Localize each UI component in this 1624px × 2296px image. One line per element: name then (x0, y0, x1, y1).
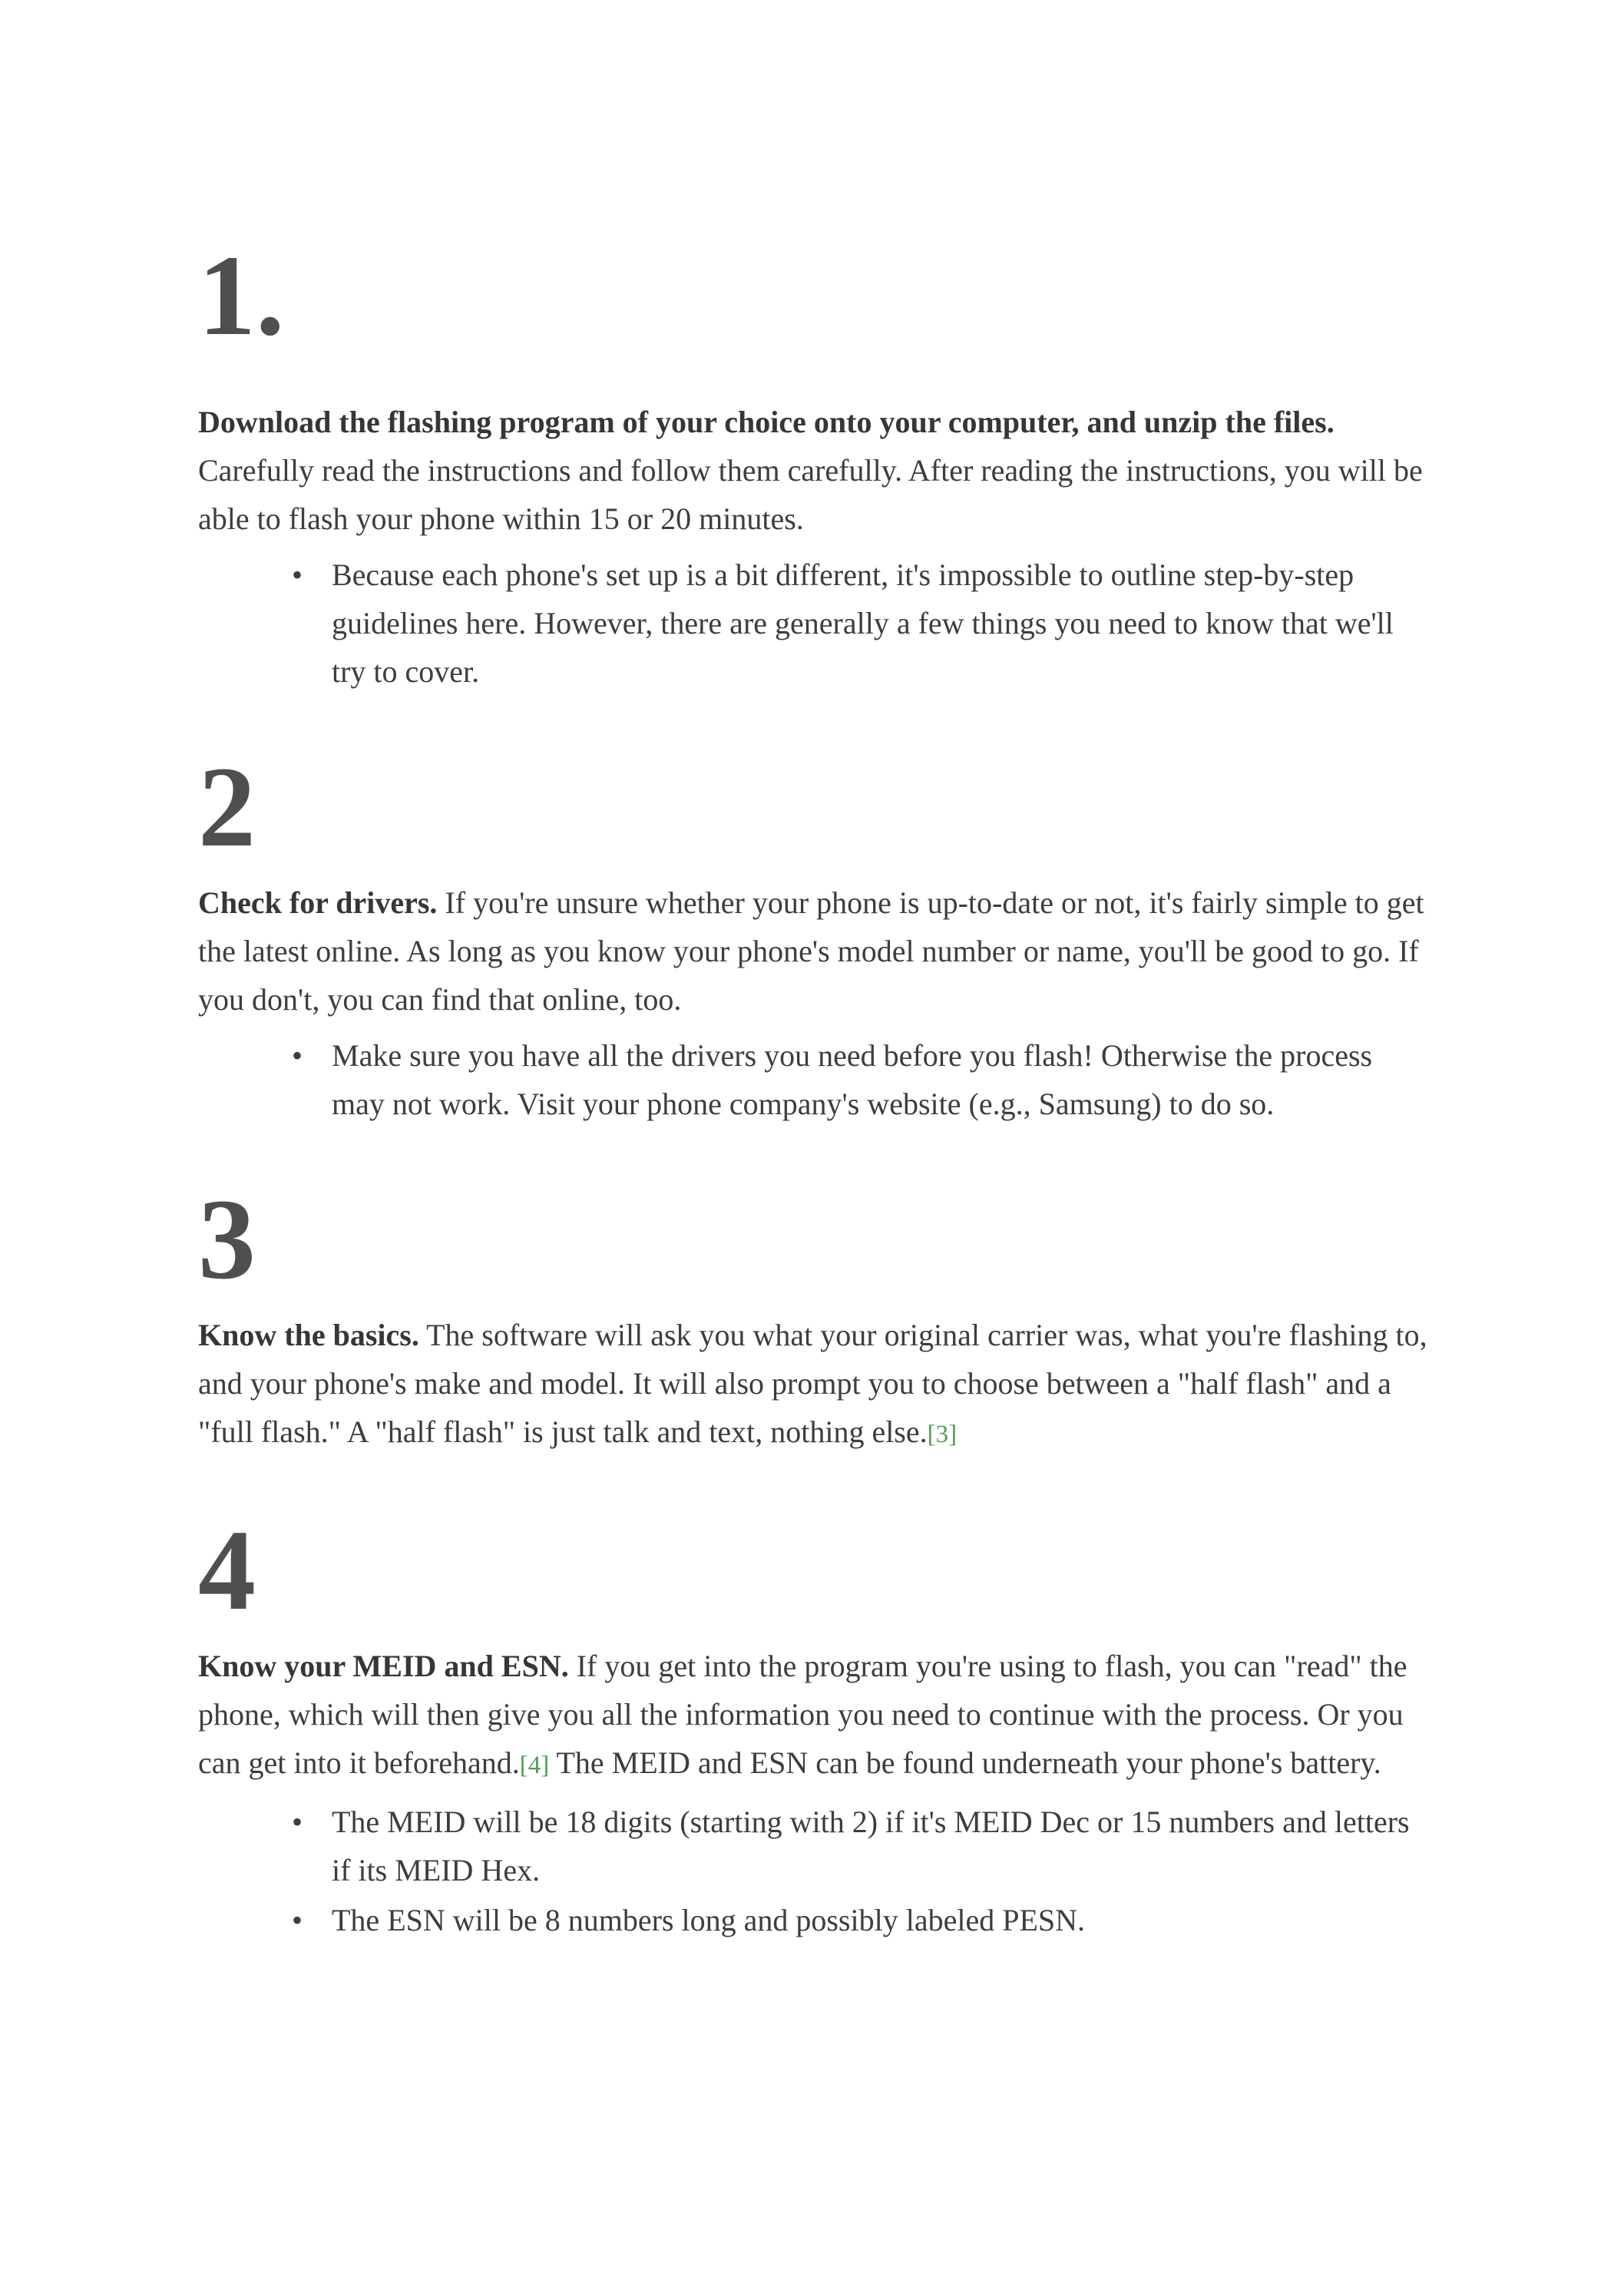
step-1-lead: Download the flashing program of your choice onto your computer, and unzip the files. (198, 405, 1335, 439)
step-2 (198, 743, 1432, 1128)
step-2-number: 2 (198, 743, 256, 871)
step-4-number: 4 (198, 1507, 256, 1634)
citation-link-3[interactable]: [3] (927, 1421, 958, 1448)
bullet-item: • The ESN will be 8 numbers long and possibly labeled PESN. (332, 1896, 1432, 1944)
step-2-paragraph (198, 878, 1432, 1024)
step-1-body: Carefully read the instructions and follow them carefully. After reading the instructions, you will be able to flash your phone within 15 or 20 minutes. (198, 453, 1423, 536)
step-1-bullets (198, 551, 1432, 696)
step-3-paragraph (198, 1311, 1432, 1459)
step-1-number: 1. (198, 232, 285, 359)
step-4-body: If you get into the program you're using to flash, you can "read" the phone, which will then give you all the information you need to continue with the process. Or you can get into it beforehand. (198, 1649, 1407, 1780)
step-2-body: If you're unsure whether your phone is up-to-date or not, it's fairly simple to get the latest online. As long as you know your phone's model number or name, you'll be good to go. If you don't, you can find that online, too. (198, 885, 1424, 1017)
step-3 (198, 1176, 1432, 1459)
step-4-lead: Know your MEID and ESN. (198, 1649, 569, 1683)
step-4-paragraph (198, 1642, 1432, 1790)
step-4-bullets (198, 1798, 1432, 1944)
step-2-bullets (198, 1031, 1432, 1128)
step-3-body: The software will ask you what your original carrier was, what you're flashing to, and your phone's make and model. It will also prompt you to choose between a "half flash" and a "full flash." A "half flash" is just talk and text, nothing else. (198, 1318, 1427, 1449)
bullet-item: • Because each phone's set up is a bit different, it's impossible to outline step-by-step guidelines here. However, there are generally a few things you need to know that we'll try to cover. (332, 551, 1432, 696)
step-3-number: 3 (198, 1176, 256, 1303)
citation-link-4[interactable]: [4] (519, 1752, 550, 1779)
step-4-tail: The MEID and ESN can be found underneath your phone's battery. (549, 1745, 1381, 1780)
step-2-lead: Check for drivers. (198, 885, 438, 920)
step-4 (198, 1507, 1432, 1944)
step-1 (198, 232, 1432, 696)
step-3-lead: Know the basics. (198, 1318, 419, 1352)
step-1-paragraph (198, 398, 1432, 543)
bullet-item: • Make sure you have all the drivers you need before you flash! Otherwise the process may not work. Visit your phone company's website (e.g., Samsung) to do so. (332, 1031, 1432, 1128)
bullet-item: • The MEID will be 18 digits (starting with 2) if it's MEID Dec or 15 numbers and letters if its MEID Hex. (332, 1798, 1432, 1894)
